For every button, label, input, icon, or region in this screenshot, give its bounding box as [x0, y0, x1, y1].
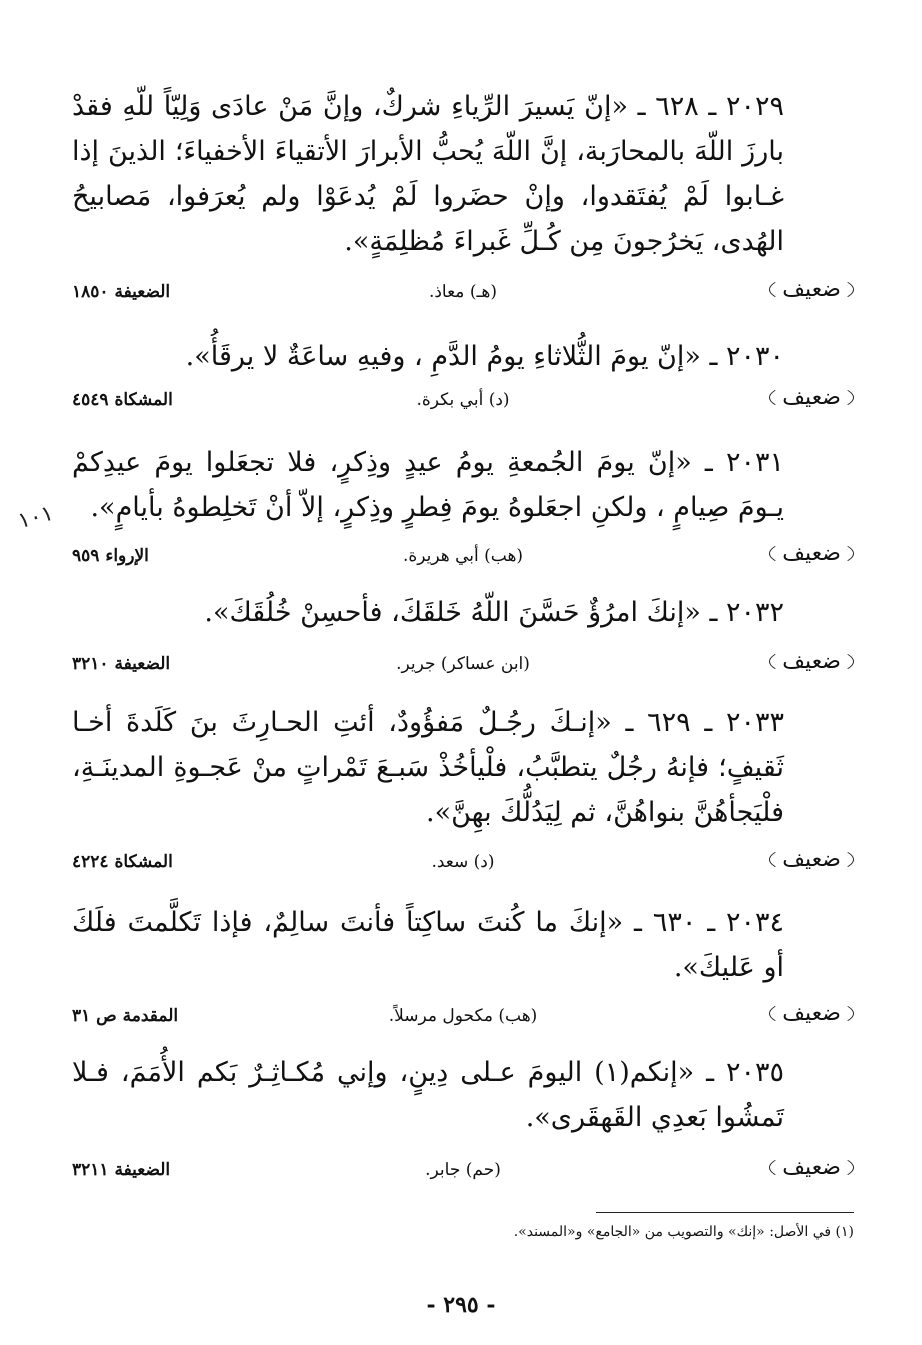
source-row-2034 [72, 1000, 854, 1040]
hadith-2035-text: ٢٠٣٥ ـ «إنكم(١) اليومَ عـلى دِينٍ، وإني مُكـاثِـرٌ بَكم الأُمَمَ، فـلا تَمشُوا بَعدِي القَهقَرى». [72, 1057, 784, 1133]
grade-badge: ضعيف [769, 540, 854, 567]
narrator: (د) سعد. [431, 852, 495, 872]
reference: المقدمة ص ٣١ [72, 1006, 179, 1026]
reference: المشكاة ٤٢٢٤ [72, 852, 173, 872]
margin-scribble: ١٠١ [15, 500, 57, 535]
hadith-2031-text: ٢٠٣١ ـ «إنّ يومَ الجُمعةِ يومُ عيدٍ وذِكرٍ، فلا تجعَلوا يومَ عيدِكمْ يـومَ صِيامٍ ، ولكنِ اجعَلوهُ يومَ فِطرٍ وذِكرٍ، إلاّ أنْ تَخلِطوهُ بأيامٍ». [72, 447, 784, 523]
hadith-2029-text: ٢٠٢٩ ـ ٦٢٨ ـ «إنّ يَسيرَ الرِّياءِ شركٌ، وإنَّ مَنْ عادَى وَلِيّاً للّهِ فقدْ بارزَ اللّهَ بالمحارَبة، إنَّ اللّهَ يُحبُّ الأبرارَ الأتقياءَ الأخفياءَ؛ الذينَ إذا غـابوا لَمْ يُفتَقدوا، وإنْ حضَروا لَمْ يُدعَوْا ولم يُعرَفوا، مَصابيحُ الهُدى، يَخرُجونَ مِن كُـلِّ غَبراءَ مُظلِمَةٍ». [72, 91, 784, 257]
reference: الضعيفة ٣٢١٠ [72, 654, 171, 674]
grade-badge: ضعيف [769, 384, 854, 411]
source-row-2032 [72, 648, 854, 688]
hadith-2030-text: ٢٠٣٠ ـ «إنّ يومَ الثُّلاثاءِ يومُ الدَّمِ ، وفيهِ ساعَةٌ لا يرقَأُ». [185, 341, 784, 372]
footnote: (١) في الأصل: «إنك» والتصويب من «الجامع» و«المسند». [513, 1224, 854, 1240]
footnote-divider [596, 1212, 854, 1213]
narrator: (ابن عساكر) جرير. [396, 654, 530, 674]
grade-badge: ضعيف [769, 1000, 854, 1027]
grade-badge: ضعيف [769, 276, 854, 303]
grade-badge: ضعيف [769, 648, 854, 675]
narrator: (د) أبي بكرة. [416, 390, 510, 410]
reference: الإرواء ٩٥٩ [72, 546, 149, 566]
hadith-2032-text: ٢٠٣٢ ـ «إنكَ امرُؤٌ حَسَّنَ اللّهُ خَلقَكَ، فأحسِنْ خُلُقَكَ». [204, 597, 784, 628]
narrator: (هـ) معاذ. [428, 282, 498, 302]
source-row-2035 [72, 1154, 854, 1194]
reference: الضعيفة ١٨٥٠ [72, 282, 171, 302]
hadith-2033-text: ٢٠٣٣ ـ ٦٢٩ ـ «إنـكَ رجُـلٌ مَفؤُودٌ، أئتِ الحـارِثَ بنَ كَلَدةَ أخـا ثَقيفٍ؛ فإنهُ رجُلٌ يتطبَّبُ، فلْيأخُذْ سَبـعَ تَمْراتٍ منْ عَجـوةِ المدينَـةِ، فلْيَجأهُنَّ بنواهُنَّ، ثم لِيَدُلُّكَ بهِنَّ». [72, 707, 785, 828]
narrator: (هب) أبي هريرة. [402, 546, 524, 566]
source-row-2030 [72, 384, 854, 424]
source-row-2031 [72, 540, 854, 580]
source-row-2029 [72, 276, 854, 316]
page-number: - ٢٩٥ - [426, 1292, 496, 1318]
grade-badge: ضعيف [769, 1154, 854, 1181]
hadith-2034-text: ٢٠٣٤ ـ ٦٣٠ ـ «إنكَ ما كُنتَ ساكِتاً فأنتَ سالِمٌ، فإذا تَكلَّمتَ فلَكَ أو عَليكَ». [72, 907, 784, 983]
narrator: (هب) مكحول مرسلاً. [388, 1006, 538, 1026]
grade-badge: ضعيف [769, 846, 854, 873]
reference: الضعيفة ٣٢١١ [72, 1160, 171, 1180]
narrator: (حم) جابر. [425, 1160, 501, 1180]
reference: المشكاة ٤٥٤٩ [72, 390, 173, 410]
source-row-2033 [72, 846, 854, 886]
